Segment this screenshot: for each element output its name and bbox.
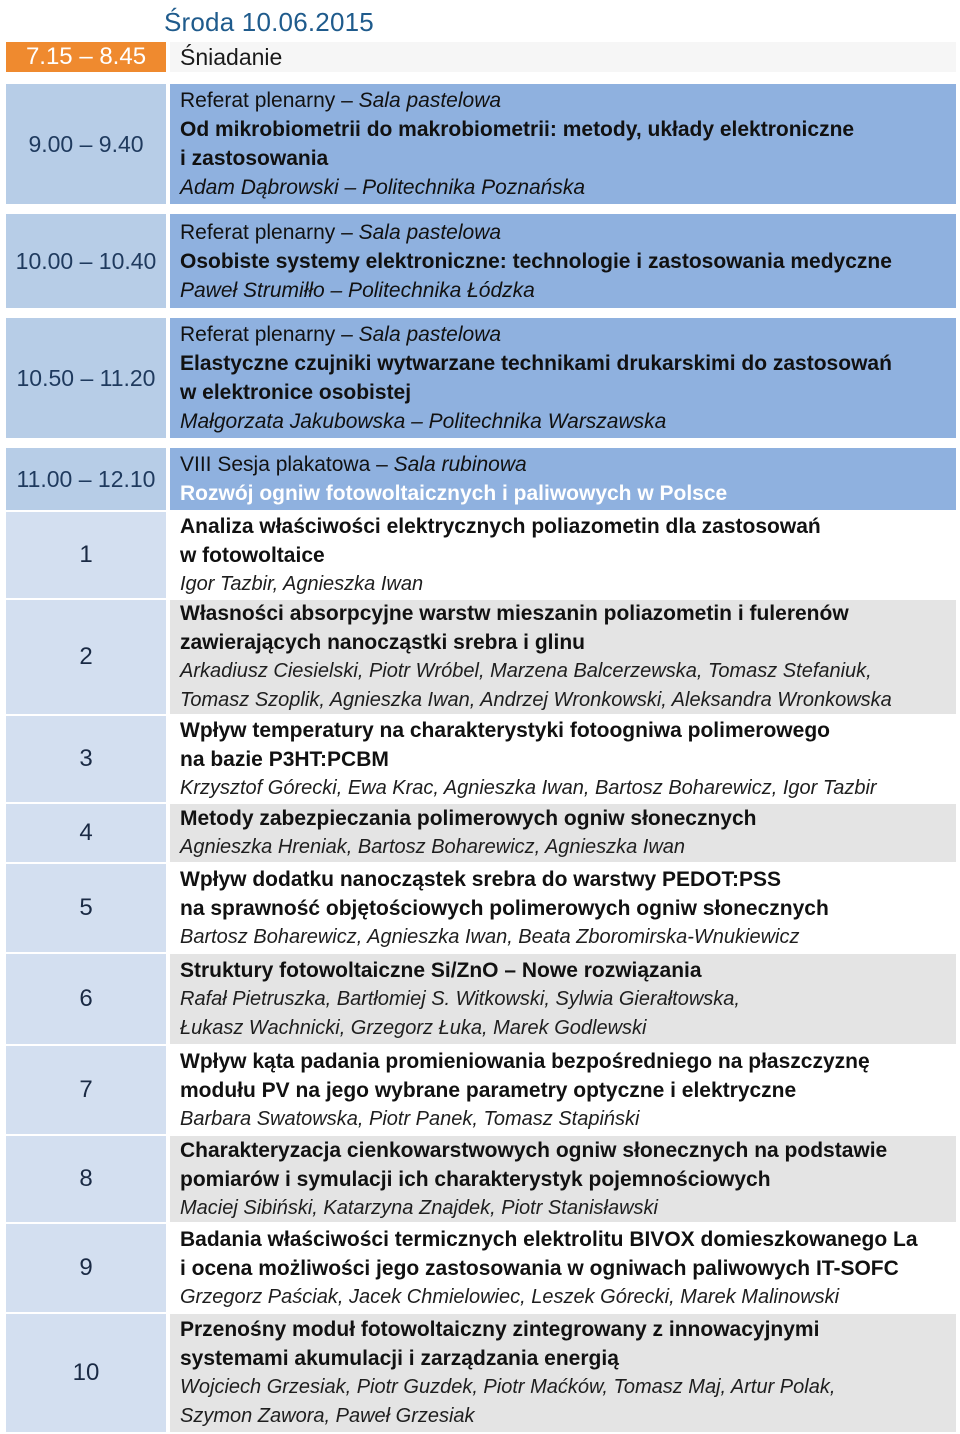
poster-title: pomiarów i symulacji ich charakterystyk pojemnościowych	[180, 1167, 771, 1191]
plenary-room: Sala pastelowa	[358, 220, 502, 244]
plenary-time: 9.00 – 9.40	[6, 84, 166, 204]
poster-number: 5	[6, 864, 166, 952]
poster-row	[6, 1046, 956, 1134]
poster-number: 1	[6, 512, 166, 598]
poster-content	[170, 1224, 956, 1312]
poster-title: i ocena możliwości jego zastosowania w ogniwach paliwowych IT-SOFC	[180, 1256, 899, 1280]
plenary-room: Sala pastelowa	[358, 323, 502, 346]
plenary-title: Elastyczne czujniki wytwarzane technikami drukarskimi do zastosowań	[180, 352, 892, 375]
poster-row	[6, 1314, 956, 1432]
poster-title: modułu PV na jego wybrane parametry optyczne i elektryczne	[180, 1078, 797, 1102]
poster-title: zawierających nanocząstki srebra i glinu	[180, 631, 585, 654]
poster-authors: Grzegorz Paściak, Jacek Chmielowiec, Leszek Górecki, Marek Malinowski	[180, 1285, 840, 1308]
poster-title: w fotowoltaice	[180, 543, 325, 567]
breakfast-time: 7.15 – 8.45	[6, 42, 166, 72]
session-type-line	[180, 450, 948, 479]
poster-title: na sprawność objętościowych polimerowych ogniw słonecznych	[180, 896, 829, 920]
plenary-author: Małgorzata Jakubowska – Politechnika Warszawska	[180, 410, 667, 433]
poster-title: Charakteryzacja cienkowarstwowych ogniw słonecznych na podstawie	[180, 1138, 888, 1162]
plenary-type-line	[180, 86, 948, 115]
plenary-title: w elektronice osobistej	[180, 381, 412, 404]
poster-title: Wpływ kąta padania promieniowania bezpośredniego na płaszczyznę	[180, 1049, 870, 1073]
session-topic: Rozwój ogniw fotowoltaicznych i paliwowych w Polsce	[180, 482, 728, 505]
plenary-author: Adam Dąbrowski – Politechnika Poznańska	[180, 176, 586, 199]
poster-number: 4	[6, 804, 166, 862]
poster-authors: Maciej Sibiński, Katarzyna Znajdek, Piotr Stanisławski	[180, 1196, 658, 1219]
poster-content	[170, 804, 956, 862]
poster-row	[6, 804, 956, 862]
poster-content	[170, 1046, 956, 1134]
poster-authors: Tomasz Szoplik, Agnieszka Iwan, Andrzej Wronkowski, Aleksandra Wronkowska	[180, 689, 892, 711]
breakfast-label: Śniadanie	[180, 43, 283, 70]
poster-title: Przenośny moduł fotowoltaiczny zintegrowany z innowacyjnymi	[180, 1318, 820, 1341]
session-row	[6, 448, 956, 510]
plenary-author: Paweł Strumiłło – Politechnika Łódzka	[180, 278, 535, 302]
poster-content	[170, 1136, 956, 1222]
day-title: Środa 10.06.2015	[164, 7, 374, 37]
poster-title: Struktury fotowoltaiczne Si/ZnO – Nowe rozwiązania	[180, 958, 702, 982]
poster-authors: Krzysztof Górecki, Ewa Krac, Agnieszka Iwan, Bartosz Boharewicz, Igor Tazbir	[180, 776, 877, 799]
poster-authors: Igor Tazbir, Agnieszka Iwan	[180, 572, 424, 595]
plenary-content	[170, 84, 956, 204]
poster-number: 8	[6, 1136, 166, 1222]
poster-authors: Bartosz Boharewicz, Agnieszka Iwan, Beata Zboromirska-Wnukiewicz	[180, 925, 800, 948]
poster-authors: Łukasz Wachnicki, Grzegorz Łuka, Marek Godlewski	[180, 1016, 647, 1039]
poster-content	[170, 1314, 956, 1432]
poster-title: Wpływ dodatku nanocząstek srebra do warstwy PEDOT:PSS	[180, 867, 781, 891]
session-type: VIII Sesja plakatowa –	[180, 453, 394, 476]
poster-authors: Barbara Swatowska, Piotr Panek, Tomasz Stapiński	[180, 1107, 640, 1130]
poster-authors: Szymon Zawora, Paweł Grzesiak	[180, 1405, 475, 1427]
poster-number: 2	[6, 600, 166, 714]
poster-title: systemami akumulacji i zarządzania energią	[180, 1347, 619, 1370]
plenary-title: Od mikrobiometrii do makrobiometrii: metody, układy elektroniczne	[180, 118, 855, 141]
plenary-content	[170, 318, 956, 438]
poster-row	[6, 600, 956, 714]
poster-title: na bazie P3HT:PCBM	[180, 747, 389, 771]
plenary-type: Referat plenarny –	[180, 89, 359, 112]
plenary-type: Referat plenarny –	[180, 220, 359, 244]
poster-content	[170, 512, 956, 598]
poster-title: Wpływ temperatury na charakterystyki fotoogniwa polimerowego	[180, 718, 830, 742]
poster-content	[170, 954, 956, 1044]
plenary-row	[6, 84, 956, 204]
poster-number: 3	[6, 716, 166, 802]
poster-title: Badania właściwości termicznych elektrolitu BIVOX domieszkowanego La	[180, 1227, 918, 1251]
poster-number: 7	[6, 1046, 166, 1134]
session-content	[170, 448, 956, 510]
poster-number: 6	[6, 954, 166, 1044]
session-room: Sala rubinowa	[393, 453, 527, 476]
poster-row	[6, 1224, 956, 1312]
plenary-type-line	[180, 320, 948, 349]
plenary-room: Sala pastelowa	[358, 89, 502, 112]
poster-authors: Rafał Pietruszka, Bartłomiej S. Witkowski, Sylwia Gierałtowska,	[180, 987, 740, 1010]
poster-title: Analiza właściwości elektrycznych poliazometin dla zastosowań	[180, 514, 821, 538]
poster-row	[6, 1136, 956, 1222]
poster-authors: Agnieszka Hreniak, Bartosz Boharewicz, Agnieszka Iwan	[180, 836, 686, 858]
plenary-row	[6, 318, 956, 438]
plenary-row	[6, 214, 956, 308]
poster-row	[6, 716, 956, 802]
plenary-type-line	[180, 218, 948, 247]
plenary-time: 10.50 – 11.20	[6, 318, 166, 438]
poster-row	[6, 864, 956, 952]
plenary-type: Referat plenarny –	[180, 323, 359, 346]
poster-title: Własności absorpcyjne warstw mieszanin poliazometin i fulerenów	[180, 602, 849, 625]
poster-content	[170, 716, 956, 802]
breakfast-row	[6, 42, 956, 72]
poster-row	[6, 954, 956, 1044]
plenary-content	[170, 214, 956, 308]
poster-authors: Arkadiusz Ciesielski, Piotr Wróbel, Marzena Balcerzewska, Tomasz Stefaniuk,	[180, 660, 872, 682]
poster-authors: Wojciech Grzesiak, Piotr Guzdek, Piotr Maćków, Tomasz Maj, Artur Polak,	[180, 1376, 836, 1398]
poster-number: 9	[6, 1224, 166, 1312]
plenary-time: 10.00 – 10.40	[6, 214, 166, 308]
poster-title: Metody zabezpieczania polimerowych ogniw słonecznych	[180, 807, 757, 830]
poster-content	[170, 864, 956, 952]
poster-row	[6, 512, 956, 598]
plenary-title: Osobiste systemy elektroniczne: technologie i zastosowania medyczne	[180, 249, 892, 273]
poster-number: 10	[6, 1314, 166, 1432]
breakfast-cell	[170, 42, 956, 72]
session-time: 11.00 – 12.10	[6, 448, 166, 510]
poster-content	[170, 600, 956, 714]
plenary-title: i zastosowania	[180, 147, 329, 170]
